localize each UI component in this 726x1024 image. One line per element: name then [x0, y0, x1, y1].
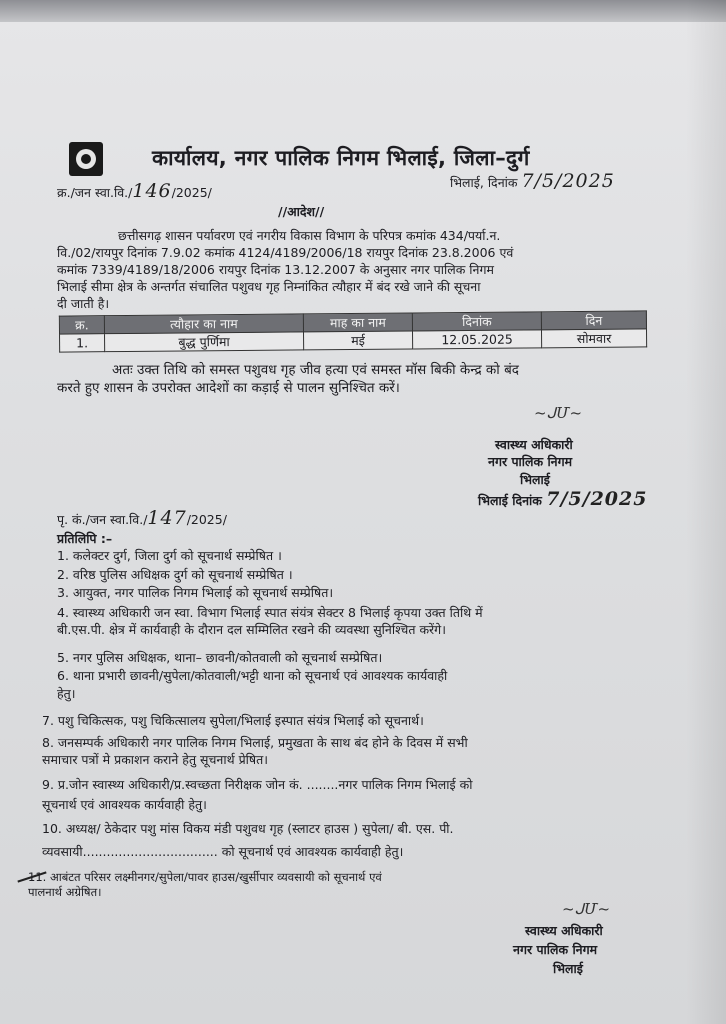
copy-line: 3. आयुक्त, नगर पालिक निगम भिलाई को सूचनार्थ सम्प्रेषित। — [57, 585, 334, 600]
right-edge-shadow — [686, 0, 726, 1024]
paragraph-line: छत्तीसगढ़ शासन पर्यावरण एवं नगरीय विकास विभाग के परिपत्र कमांक 434/पर्या.न. — [118, 228, 501, 243]
sign1-date — [478, 488, 648, 510]
copy-line: 7. पशु चिकित्सक, पशु चिकित्सालय सुपेला/भिलाई इस्पात संयंत्र भिलाई को सूचनार्थ। — [42, 713, 424, 728]
table-cell: 12.05.2025 — [412, 330, 541, 349]
office-title: कार्यालय, नगर पालिक निगम भिलाई, जिला–दुर्ग — [152, 146, 530, 170]
copy-line: पालनार्थ अग्रेषित। — [28, 885, 102, 899]
copy-line: 1. कलेक्टर दुर्ग, जिला दुर्ग को सूचनार्थ सम्प्रेषित । — [57, 548, 282, 563]
signature-scribble: ~ᒍՄ~ — [562, 900, 611, 918]
copy-line: व्यवसायी.................................. को सूचनार्थ एवं आवश्यक कार्यवाही हेतु। — [42, 844, 404, 859]
copy-line: हेतु। — [57, 686, 76, 701]
sign1-date-label: भिलाई दिनांक — [478, 493, 542, 508]
copy-line: समाचार पत्रों मे प्रकाशन कराने हेतु सूचनार्थ प्रेषित। — [42, 752, 269, 767]
table-header: क्र. — [59, 316, 104, 334]
table-header: दिनांक — [412, 312, 541, 331]
paragraph-line: वि./02/रायपुर दिनांक 7.9.02 कमांक 4124/4189/2006/18 रायपुर दिनांक 23.8.2006 एवं — [57, 245, 514, 260]
paragraph-line: कमांक 7339/4189/18/2006 रायपुर दिनांक 13.12.2007 के अनुसार नगर पालिक निगम — [57, 262, 494, 277]
closing-line: अतः उक्त तिथि को समस्त पशुवध गृह जीव हत्या एवं समस्त मॉस बिकी केन्द्र को बंद — [112, 362, 519, 378]
sign2-city: भिलाई — [553, 961, 583, 976]
copy-line: 5. नगर पुलिस अधिक्षक, थाना– छावनी/कोतवाली को सूचनार्थ सम्प्रेषित। — [57, 650, 383, 665]
copy-ref-number: 147 — [147, 507, 187, 529]
order-ref — [57, 180, 212, 202]
sign1-office: नगर पालिक निगम — [488, 454, 573, 469]
copy-line: 11. आबंटत परिसर लक्ष्मीनगर/सुपेला/पावर हाउस/खुर्सीपार व्यवसायी को सूचनार्थ एवं — [28, 870, 382, 884]
table-cell: सोमवार — [541, 329, 646, 348]
copy-ref-prefix: पृ. कं./जन स्वा.वि./ — [57, 512, 148, 527]
copy-line: 6. थाना प्रभारी छावनी/सुपेला/कोतवाली/भट्टी थाना को सूचनार्थ एवं आवश्यक कार्यवाही — [57, 668, 448, 683]
sign1-date-value: 7/5/2025 — [546, 488, 648, 510]
order-ref-year: /2025/ — [171, 185, 212, 200]
copy-line: बी.एस.पी. क्षेत्र में कार्यवाही के दौरान दल सम्मिलित रखने की व्यवस्था सुनिश्चित करेंगे। — [57, 622, 446, 637]
table-header: त्यौहार का नाम — [104, 314, 303, 334]
copy-line: सूचनार्थ एवं आवश्यक कार्यवाही हेतु। — [42, 797, 207, 812]
table-cell: मई — [304, 331, 413, 350]
festival-table — [59, 310, 647, 352]
order-date-label: भिलाई, दिनांक — [450, 175, 518, 190]
sign1-city: भिलाई — [520, 472, 550, 487]
table-cell: बुद्ध पुर्णिमा — [105, 332, 304, 352]
paragraph-line: दी जाती है। — [57, 296, 110, 311]
copy-line: 8. जनसम्पर्क अधिकारी नगर पालिक निगम भिलाई, प्रमुखता के साथ बंद होने के दिवस में सभी — [42, 735, 468, 750]
copy-line: 4. स्वास्थ्य अधिकारी जन स्वा. विभाग भिलाई स्पात संयंत्र सेक्टर 8 भिलाई कृपया उक्त तिथि में — [57, 605, 483, 620]
order-ref-number: 146 — [132, 180, 172, 202]
copy-ref — [57, 507, 227, 529]
copy-line: 2. वरिष्ठ पुलिस अधिक्षक दुर्ग को सूचनार्थ सम्प्रेषित । — [57, 567, 293, 582]
table-cell: 1. — [60, 334, 105, 352]
sign1-designation: स्वास्थ्य अधिकारी — [495, 437, 573, 452]
top-shadow-band — [0, 0, 726, 22]
sign2-office: नगर पालिक निगम — [513, 942, 598, 957]
table-header: माह का नाम — [303, 313, 412, 332]
copy-line: 10. अध्यक्ष/ ठेकेदार पशु मांस विकय मंडी पशुवध गृह (स्लाटर हाउस ) सुपेला/ बी. एस. पी. — [42, 821, 454, 836]
paragraph-line: भिलाई सीमा क्षेत्र के अन्तर्गत संचालित पशुवध गृह निम्नांकित त्यौहार में बंद रखे जाने की सूचना — [57, 279, 481, 294]
order-date — [450, 170, 615, 192]
table-row — [60, 329, 647, 352]
order-ref-prefix: क्र./जन स्वा.वि./ — [57, 185, 133, 200]
order-date-value: 7/5/2025 — [521, 170, 615, 192]
municipal-emblem-icon — [69, 142, 103, 176]
copy-line: 9. प्र.जोन स्वास्थ्य अधिकारी/प्र.स्वच्छता निरीक्षक जोन कं. ........नगर पालिक निगम भिलाई को — [42, 777, 473, 792]
signature-scribble: ~ᒍՄ~ — [534, 404, 583, 422]
copy-ref-year: /2025/ — [186, 512, 227, 527]
table-header: दिन — [541, 311, 646, 330]
closing-line: करते हुए शासन के उपरोक्त आदेशों का कड़ाई से पालन सुनिश्चित करें। — [57, 380, 400, 396]
sign2-designation: स्वास्थ्य अधिकारी — [525, 923, 603, 938]
order-heading: //आदेश// — [278, 204, 325, 219]
copy-heading: प्रतिलिपि :– — [57, 531, 113, 546]
